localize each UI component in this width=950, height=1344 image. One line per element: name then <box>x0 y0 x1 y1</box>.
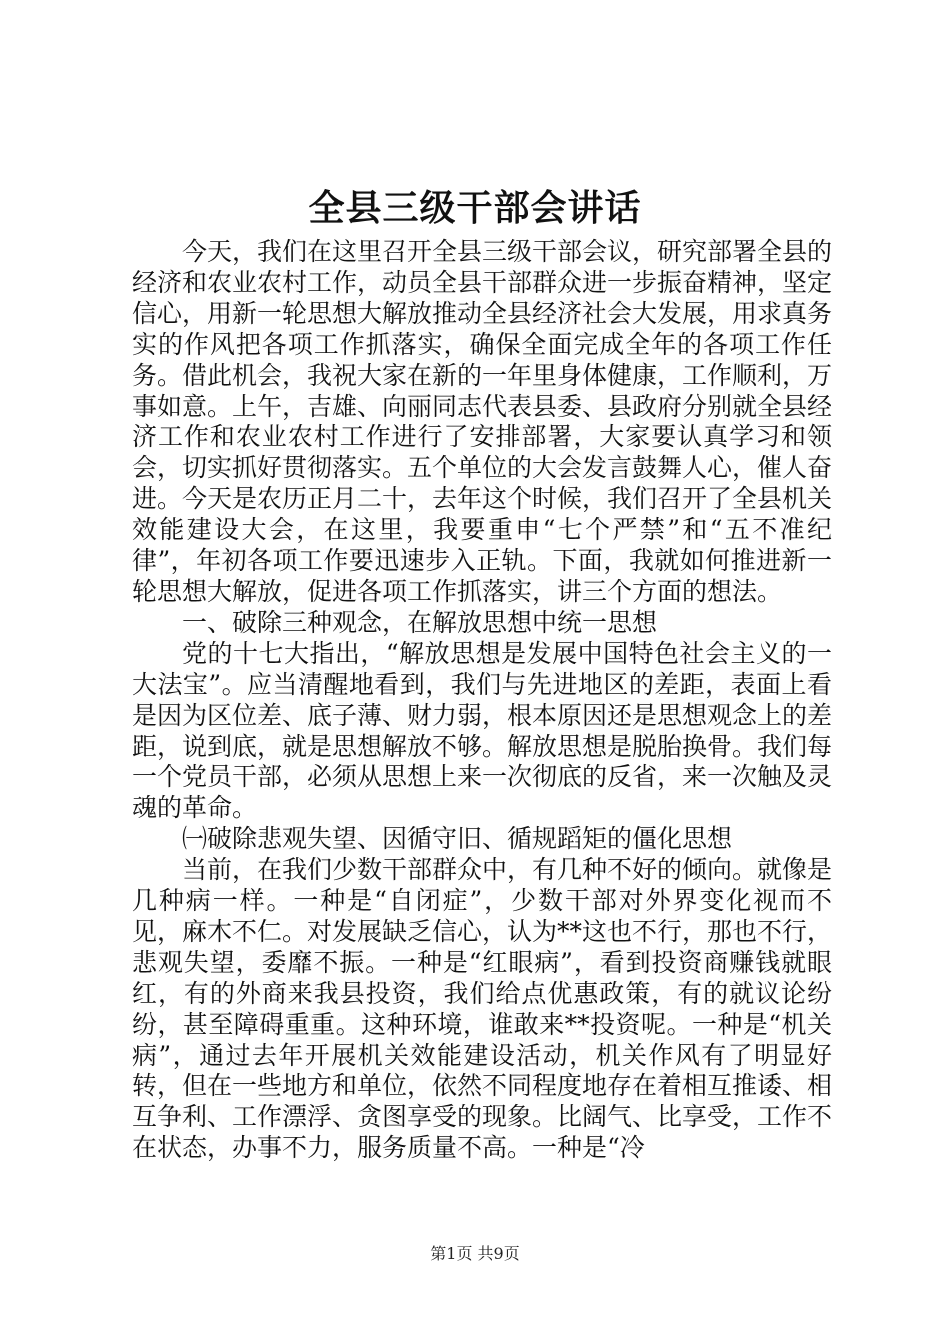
document-body <box>132 237 832 1164</box>
document-title: 全县三级干部会讲话 <box>308 187 642 229</box>
subsection-heading-1: ㈠破除悲观失望、因循守旧、循规蹈矩的僵化思想 <box>182 824 733 854</box>
page-number-footer: 第1页 共9页 <box>430 1244 520 1263</box>
paragraph-intro: 今天，我们在这里召开全县三级干部会议，研究部署全县的经济和农业农村工作，动员全县干部群众进一步振奋精神，坚定信心，用新一轮思想大解放推动全县经济社会大发展，用求真务实的作风把各项工作抓落实，确保全面完成全年的各项工作任务。借此机会，我祝大家在新的一年里身体健康，工作顺利，万事如意。上午，吉雄、向丽同志代表县委、县政府分别就全县经济工作和农业农村工作进行了安排部署，大家要认真学习和领会，切实抓好贯彻落实。五个单位的大会发言鼓舞人心，催人奋进。今天是农历正月二十，去年这个时候，我们召开了全县机关效能建设大会，在这里，我要重申“七个严禁”和“五不准纪律”，年初各项工作要迅速步入正轨。下面，我就如何推进新一轮思想大解放，促进各项工作抓落实，讲三个方面的想法。 <box>132 237 833 606</box>
section-heading-1: 一、破除三种观念，在解放思想中统一思想 <box>182 607 658 637</box>
paragraph-section-1: 党的十七大指出，“解放思想是发展中国特色社会主义的一大法宝”。应当清醒地看到，我们与先进地区的差距，表面上看是因为区位差、底子薄、财力弱，根本原因还是思想观念上的差距，说到底，就是思想解放不够。解放思想是脱胎换骨。我们每一个党员干部，必须从思想上来一次彻底的反省，来一次触及灵魂的革命。 <box>132 638 833 823</box>
paragraph-subsection-1: 当前，在我们少数干部群众中，有几种不好的倾向。就像是几种病一样。一种是“自闭症”，少数干部对外界变化视而不见，麻木不仁。对发展缺乏信心，认为**这也不行，那也不行，悲观失望，委靡不振。一种是“红眼病”，看到投资商赚钱就眼红，有的外商来我县投资，我们给点优惠政策，有的就议论纷纷，甚至障碍重重。这种环境，谁敢来**投资呢。一种是“机关病”，通过去年开展机关效能建设活动，机关作风有了明显好转，但在一些地方和单位，依然不同程度地存在着相互推诿、相互争利、工作漂浮、贪图享受的现象。比阔气、比享受，工作不在状态，办事不力，服务质量不高。一种是“冷 <box>132 855 833 1163</box>
